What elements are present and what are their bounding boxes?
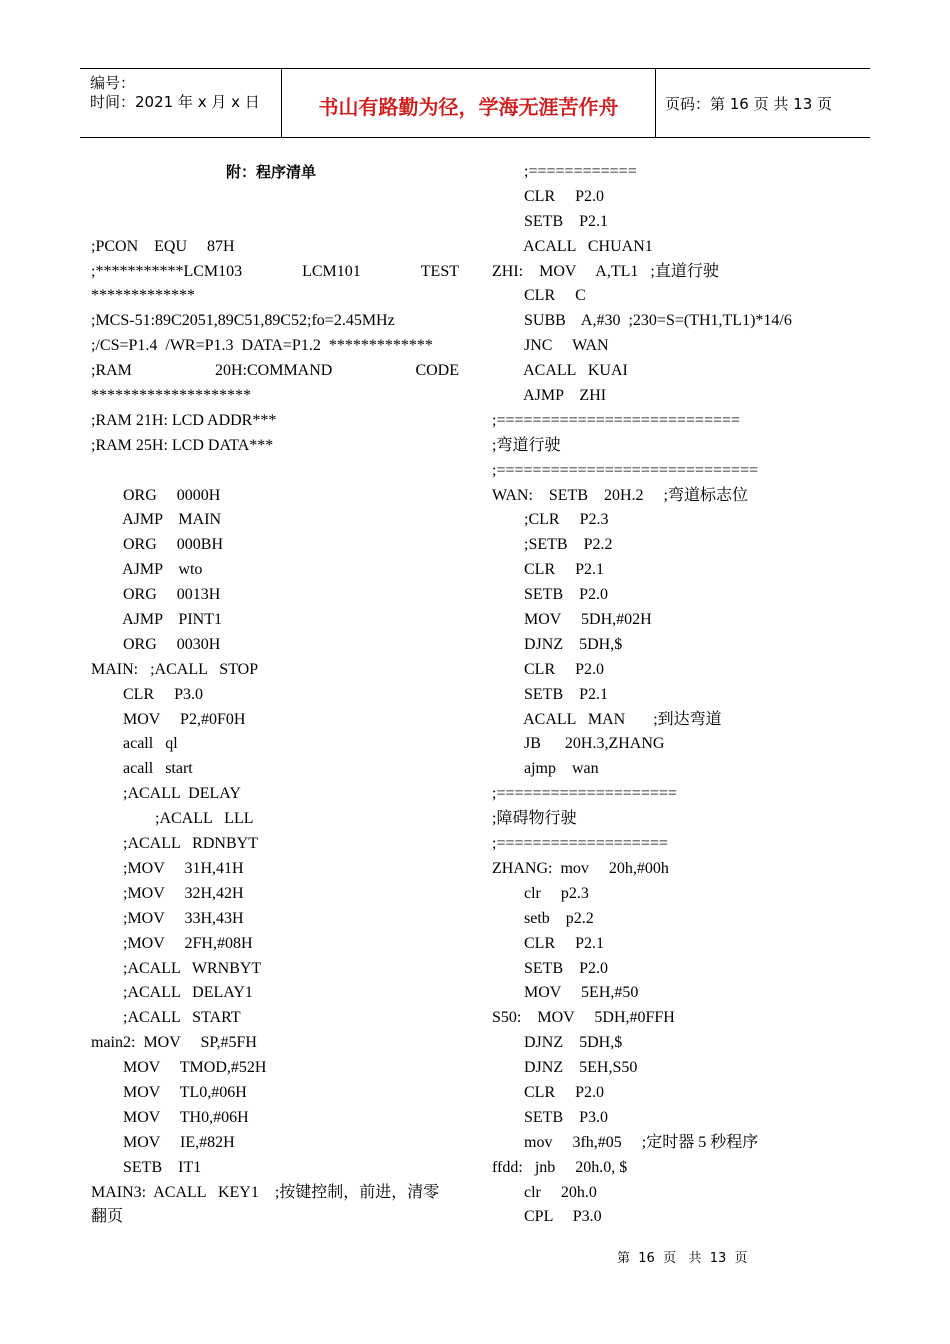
header-info-cell bbox=[80, 69, 281, 137]
code-line: main2: MOV SP,#5FH bbox=[91, 1034, 257, 1052]
code-line: DJNZ 5EH,S50 bbox=[492, 1059, 638, 1077]
code-line: JB 20H.3,ZHANG bbox=[492, 735, 665, 753]
code-line: ;MOV 32H,42H bbox=[91, 884, 244, 902]
code-line: setb p2.2 bbox=[492, 909, 594, 927]
code-line: ;============================= bbox=[492, 461, 759, 479]
code-line: SUBB A,#30 ;230=S=(TH1,TL1)*14/6 bbox=[492, 312, 792, 330]
code-line: ORG 0013H bbox=[91, 586, 221, 604]
code-line: MAIN: ;ACALL STOP bbox=[91, 660, 259, 678]
code-line: 翻页 bbox=[91, 1208, 124, 1226]
code-line: CLR P2.1 bbox=[492, 561, 605, 579]
code-line: AJMP wto bbox=[91, 561, 203, 579]
code-line: ZHANG: mov 20h,#00h bbox=[492, 859, 669, 877]
code-listing-left bbox=[91, 185, 459, 1230]
code-line: ACALL CHUAN1 bbox=[492, 237, 653, 255]
code-line: ;RAM 25H: LCD DATA*** bbox=[91, 436, 274, 454]
code-line: MOV TH0,#06H bbox=[91, 1108, 249, 1126]
code-line: AJMP ZHI bbox=[492, 387, 607, 405]
code-line: ;ACALL DELAY1 bbox=[91, 984, 253, 1002]
code-line: ;MOV 2FH,#08H bbox=[91, 934, 253, 952]
code-line: MOV 5EH,#50 bbox=[492, 984, 639, 1002]
code-token: ;***********LCM103 bbox=[91, 262, 243, 280]
page-footer: 第 16 页 共 13 页 bbox=[617, 1251, 748, 1266]
code-line: ;RAM 21H: LCD ADDR*** bbox=[91, 411, 277, 429]
code-line: ;MOV 33H,43H bbox=[91, 909, 244, 927]
header-page-number: 页码：第 16 页 共 13 页 bbox=[665, 95, 833, 113]
header-page-cell bbox=[655, 69, 870, 137]
code-token: ;RAM bbox=[91, 362, 132, 380]
code-line: CLR P2.0 bbox=[492, 1083, 605, 1101]
document-time-label: 时间：2021 年 x 月 x 日 bbox=[90, 93, 260, 111]
code-line: CPL P3.0 bbox=[492, 1208, 602, 1226]
code-line: ACALL MAN ;到达弯道 bbox=[492, 710, 722, 728]
code-line: SETB P2.1 bbox=[492, 685, 609, 703]
header-motto: 书山有路勤为径，学海无涯苦作舟 bbox=[318, 95, 619, 119]
code-line: WAN: SETB 20H.2 ;弯道标志位 bbox=[492, 486, 749, 504]
code-line: ;ACALL WRNBYT bbox=[91, 959, 262, 977]
code-line: CLR P2.0 bbox=[492, 187, 605, 205]
code-line: ;MCS-51:89C2051,89C51,89C52;fo=2.45MHz bbox=[91, 312, 395, 330]
code-line bbox=[91, 359, 459, 384]
code-line: ;/CS=P1.4 /WR=P1.3 DATA=P1.2 ************* bbox=[91, 337, 433, 355]
code-line bbox=[91, 459, 459, 484]
code-column-right bbox=[492, 160, 870, 1230]
code-line: MOV IE,#82H bbox=[91, 1133, 235, 1151]
code-line: AJMP MAIN bbox=[91, 511, 222, 529]
code-token: TEST bbox=[420, 262, 459, 280]
code-line bbox=[91, 185, 459, 210]
code-line: S50: MOV 5DH,#0FFH bbox=[492, 1009, 675, 1027]
code-line: ORG 0030H bbox=[91, 635, 221, 653]
code-token: CODE bbox=[415, 362, 459, 380]
section-title: 附：程序清单 bbox=[226, 163, 317, 181]
code-line: SETB IT1 bbox=[91, 1158, 202, 1176]
code-line bbox=[91, 210, 459, 235]
code-line: SETB P2.0 bbox=[492, 959, 609, 977]
code-line: clr 20h.0 bbox=[492, 1183, 597, 1201]
code-line: ******************** bbox=[91, 387, 251, 405]
code-line: ;ACALL DELAY bbox=[91, 785, 241, 803]
code-line: ajmp wan bbox=[492, 760, 599, 778]
code-line: ;CLR P2.3 bbox=[492, 511, 609, 529]
code-line: ;==================== bbox=[492, 785, 677, 803]
code-line: acall start bbox=[91, 760, 193, 778]
code-line: ORG 0000H bbox=[91, 486, 221, 504]
code-line: ;障碍物行驶 bbox=[492, 810, 577, 828]
code-line: ;ACALL RDNBYT bbox=[91, 835, 258, 853]
code-line: ffdd: jnb 20h.0, $ bbox=[492, 1158, 628, 1176]
page-header bbox=[80, 68, 870, 138]
code-listing-right bbox=[492, 160, 870, 1230]
header-motto-cell bbox=[281, 69, 656, 137]
code-line: ;=========================== bbox=[492, 411, 741, 429]
code-line: ;=================== bbox=[492, 835, 668, 853]
code-line: CLR P2.0 bbox=[492, 660, 605, 678]
code-line bbox=[91, 260, 459, 285]
code-line: ;ACALL LLL bbox=[91, 810, 254, 828]
code-line: ************* bbox=[91, 287, 195, 305]
code-line: MOV P2,#0F0H bbox=[91, 710, 246, 728]
code-line: DJNZ 5DH,$ bbox=[492, 1034, 623, 1052]
code-line: JNC WAN bbox=[492, 337, 609, 355]
code-line: clr p2.3 bbox=[492, 884, 589, 902]
code-line: acall ql bbox=[91, 735, 178, 753]
code-line: ;SETB P2.2 bbox=[492, 536, 613, 554]
code-line: ;ACALL START bbox=[91, 1009, 241, 1027]
code-line: ;弯道行驶 bbox=[492, 436, 561, 454]
code-column-left bbox=[91, 160, 459, 1230]
code-line: SETB P3.0 bbox=[492, 1108, 609, 1126]
code-token: 20H:COMMAND bbox=[215, 362, 333, 380]
code-line: CLR P3.0 bbox=[91, 685, 204, 703]
code-line: SETB P2.0 bbox=[492, 586, 609, 604]
code-line: AJMP PINT1 bbox=[91, 611, 222, 629]
code-line: mov 3fh,#05 ;定时器 5 秒程序 bbox=[492, 1133, 759, 1151]
code-line: SETB P2.1 bbox=[492, 212, 609, 230]
document-number-label: 编号： bbox=[90, 74, 136, 92]
code-line: MOV TL0,#06H bbox=[91, 1083, 247, 1101]
code-line: ZHI: MOV A,TL1 ;直道行驶 bbox=[492, 262, 719, 280]
code-line: ACALL KUAI bbox=[492, 362, 628, 380]
code-line: DJNZ 5DH,$ bbox=[492, 635, 623, 653]
code-line: MAIN3: ACALL KEY1 ;按键控制，前进，清零 bbox=[91, 1183, 440, 1201]
code-line: ;PCON EQU 87H bbox=[91, 237, 235, 255]
code-line: MOV 5DH,#02H bbox=[492, 611, 652, 629]
code-line: ;============ bbox=[492, 163, 637, 180]
code-line: ORG 000BH bbox=[91, 536, 224, 554]
code-line: CLR P2.1 bbox=[492, 934, 605, 952]
code-line: CLR C bbox=[492, 287, 586, 305]
code-line: ;MOV 31H,41H bbox=[91, 859, 244, 877]
code-token: LCM101 bbox=[302, 262, 361, 280]
code-line: MOV TMOD,#52H bbox=[91, 1059, 267, 1077]
